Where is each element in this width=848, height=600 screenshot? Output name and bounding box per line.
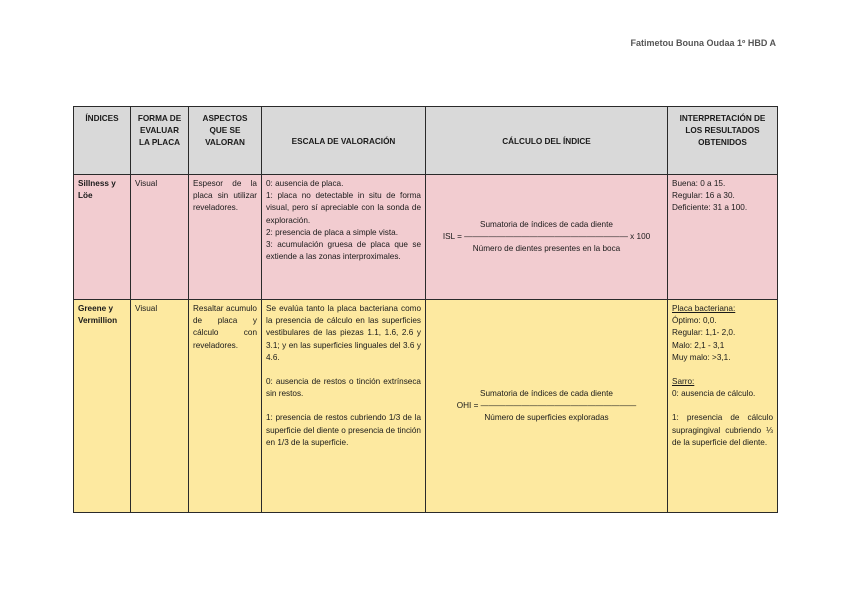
header-aspectos: ASPECTOS QUE SE VALORAN bbox=[189, 107, 262, 175]
cell-escala bbox=[262, 175, 426, 300]
cell-interpretacion bbox=[668, 300, 778, 513]
interpretacion-item: Regular: 1,1- 2,0. bbox=[672, 328, 736, 338]
cell-calculo bbox=[426, 300, 668, 513]
cell-interpretacion bbox=[668, 175, 778, 300]
escala-item: 0: ausencia de restos o tinción extrínseca sin restos. bbox=[266, 377, 421, 399]
escala-item: 0: ausencia de placa. bbox=[266, 179, 344, 188]
header-indices: ÍNDICES bbox=[74, 107, 131, 175]
formula-numerator: Sumatoria de índices de cada diente bbox=[480, 219, 613, 229]
cell-indice: Greene y Vermillion bbox=[74, 300, 131, 513]
cell-aspectos: Espesor de la placa sin utilizar reveladores. bbox=[189, 175, 262, 300]
formula-main: OHI = ——————————————————— bbox=[456, 400, 637, 410]
formula-ohi bbox=[457, 388, 636, 425]
interpretacion-item: Malo: 2,1 - 3,1 bbox=[672, 340, 725, 350]
header-interpretacion: INTERPRETACIÓN DE LOS RESULTADOS OBTENIDOS bbox=[668, 107, 778, 175]
interpretacion-item: Muy malo: >3,1. bbox=[672, 352, 731, 362]
table-header-row bbox=[74, 107, 778, 175]
interpretacion-item: 0: ausencia de cálculo. bbox=[672, 389, 756, 399]
author-header: Fatimetou Bouna Oudaa 1º HBD A bbox=[630, 38, 776, 48]
formula-numerator: Sumatoria de índices de cada diente bbox=[480, 388, 613, 398]
cell-escala bbox=[262, 300, 426, 513]
header-forma: FORMA DE EVALUAR LA PLACA bbox=[131, 107, 189, 175]
formula-denominator: Número de dientes presentes en la boca bbox=[472, 244, 621, 254]
plaque-index-table bbox=[73, 106, 778, 513]
cell-indice: Sillness y Löe bbox=[74, 175, 131, 300]
cell-aspectos: Resaltar acumulo de placa y cálculo con reveladores. bbox=[189, 300, 262, 513]
table-row-greene bbox=[74, 300, 778, 513]
cell-forma: Visual bbox=[131, 300, 189, 513]
interpretacion-item: Buena: 0 a 15. bbox=[672, 179, 726, 188]
escala-item: 1: placa no detectable in situ de forma visual, pero sí apreciable con la sonda de exploración. bbox=[266, 191, 421, 225]
header-escala: ESCALA DE VALORACIÓN bbox=[262, 107, 426, 175]
placa-title: Placa bacteriana: bbox=[672, 304, 736, 313]
interpretacion-item: Deficiente: 31 a 100. bbox=[672, 203, 748, 213]
escala-item: 3: acumulación gruesa de placa que se extiende a las zonas interproximales. bbox=[266, 240, 421, 262]
cell-forma: Visual bbox=[131, 175, 189, 300]
interpretacion-item: Regular: 16 a 30. bbox=[672, 191, 735, 201]
formula-main: ISL = ———————————————————— x 100 bbox=[442, 231, 651, 241]
header-calculo: CÁLCULO DEL ÍNDICE bbox=[426, 107, 668, 175]
escala-item: 1: presencia de restos cubriendo 1/3 de la superficie del diente o presencia de tinción en 1/3 de la superficie. bbox=[266, 413, 421, 447]
escala-item: 2: presencia de placa a simple vista. bbox=[266, 227, 398, 237]
formula-isl bbox=[443, 219, 650, 256]
table-row-sillness bbox=[74, 175, 778, 300]
cell-calculo bbox=[426, 175, 668, 300]
escala-item: Se evalúa tanto la placa bacteriana como la presencia de cálculo en las superficies vestibulares de las piezas 1.1, 1.6, 2.6 y 3.1; y en las superficies linguales del 3.6 y 4.6. bbox=[266, 304, 421, 362]
interpretacion-item: Óptimo: 0,0. bbox=[672, 316, 717, 326]
interpretacion-item: 1: presencia de cálculo supragingival cubriendo ⅓ de la superficie del diente. bbox=[672, 413, 773, 447]
formula-denominator: Número de superficies exploradas bbox=[484, 413, 609, 423]
sarro-title: Sarro: bbox=[672, 377, 695, 387]
